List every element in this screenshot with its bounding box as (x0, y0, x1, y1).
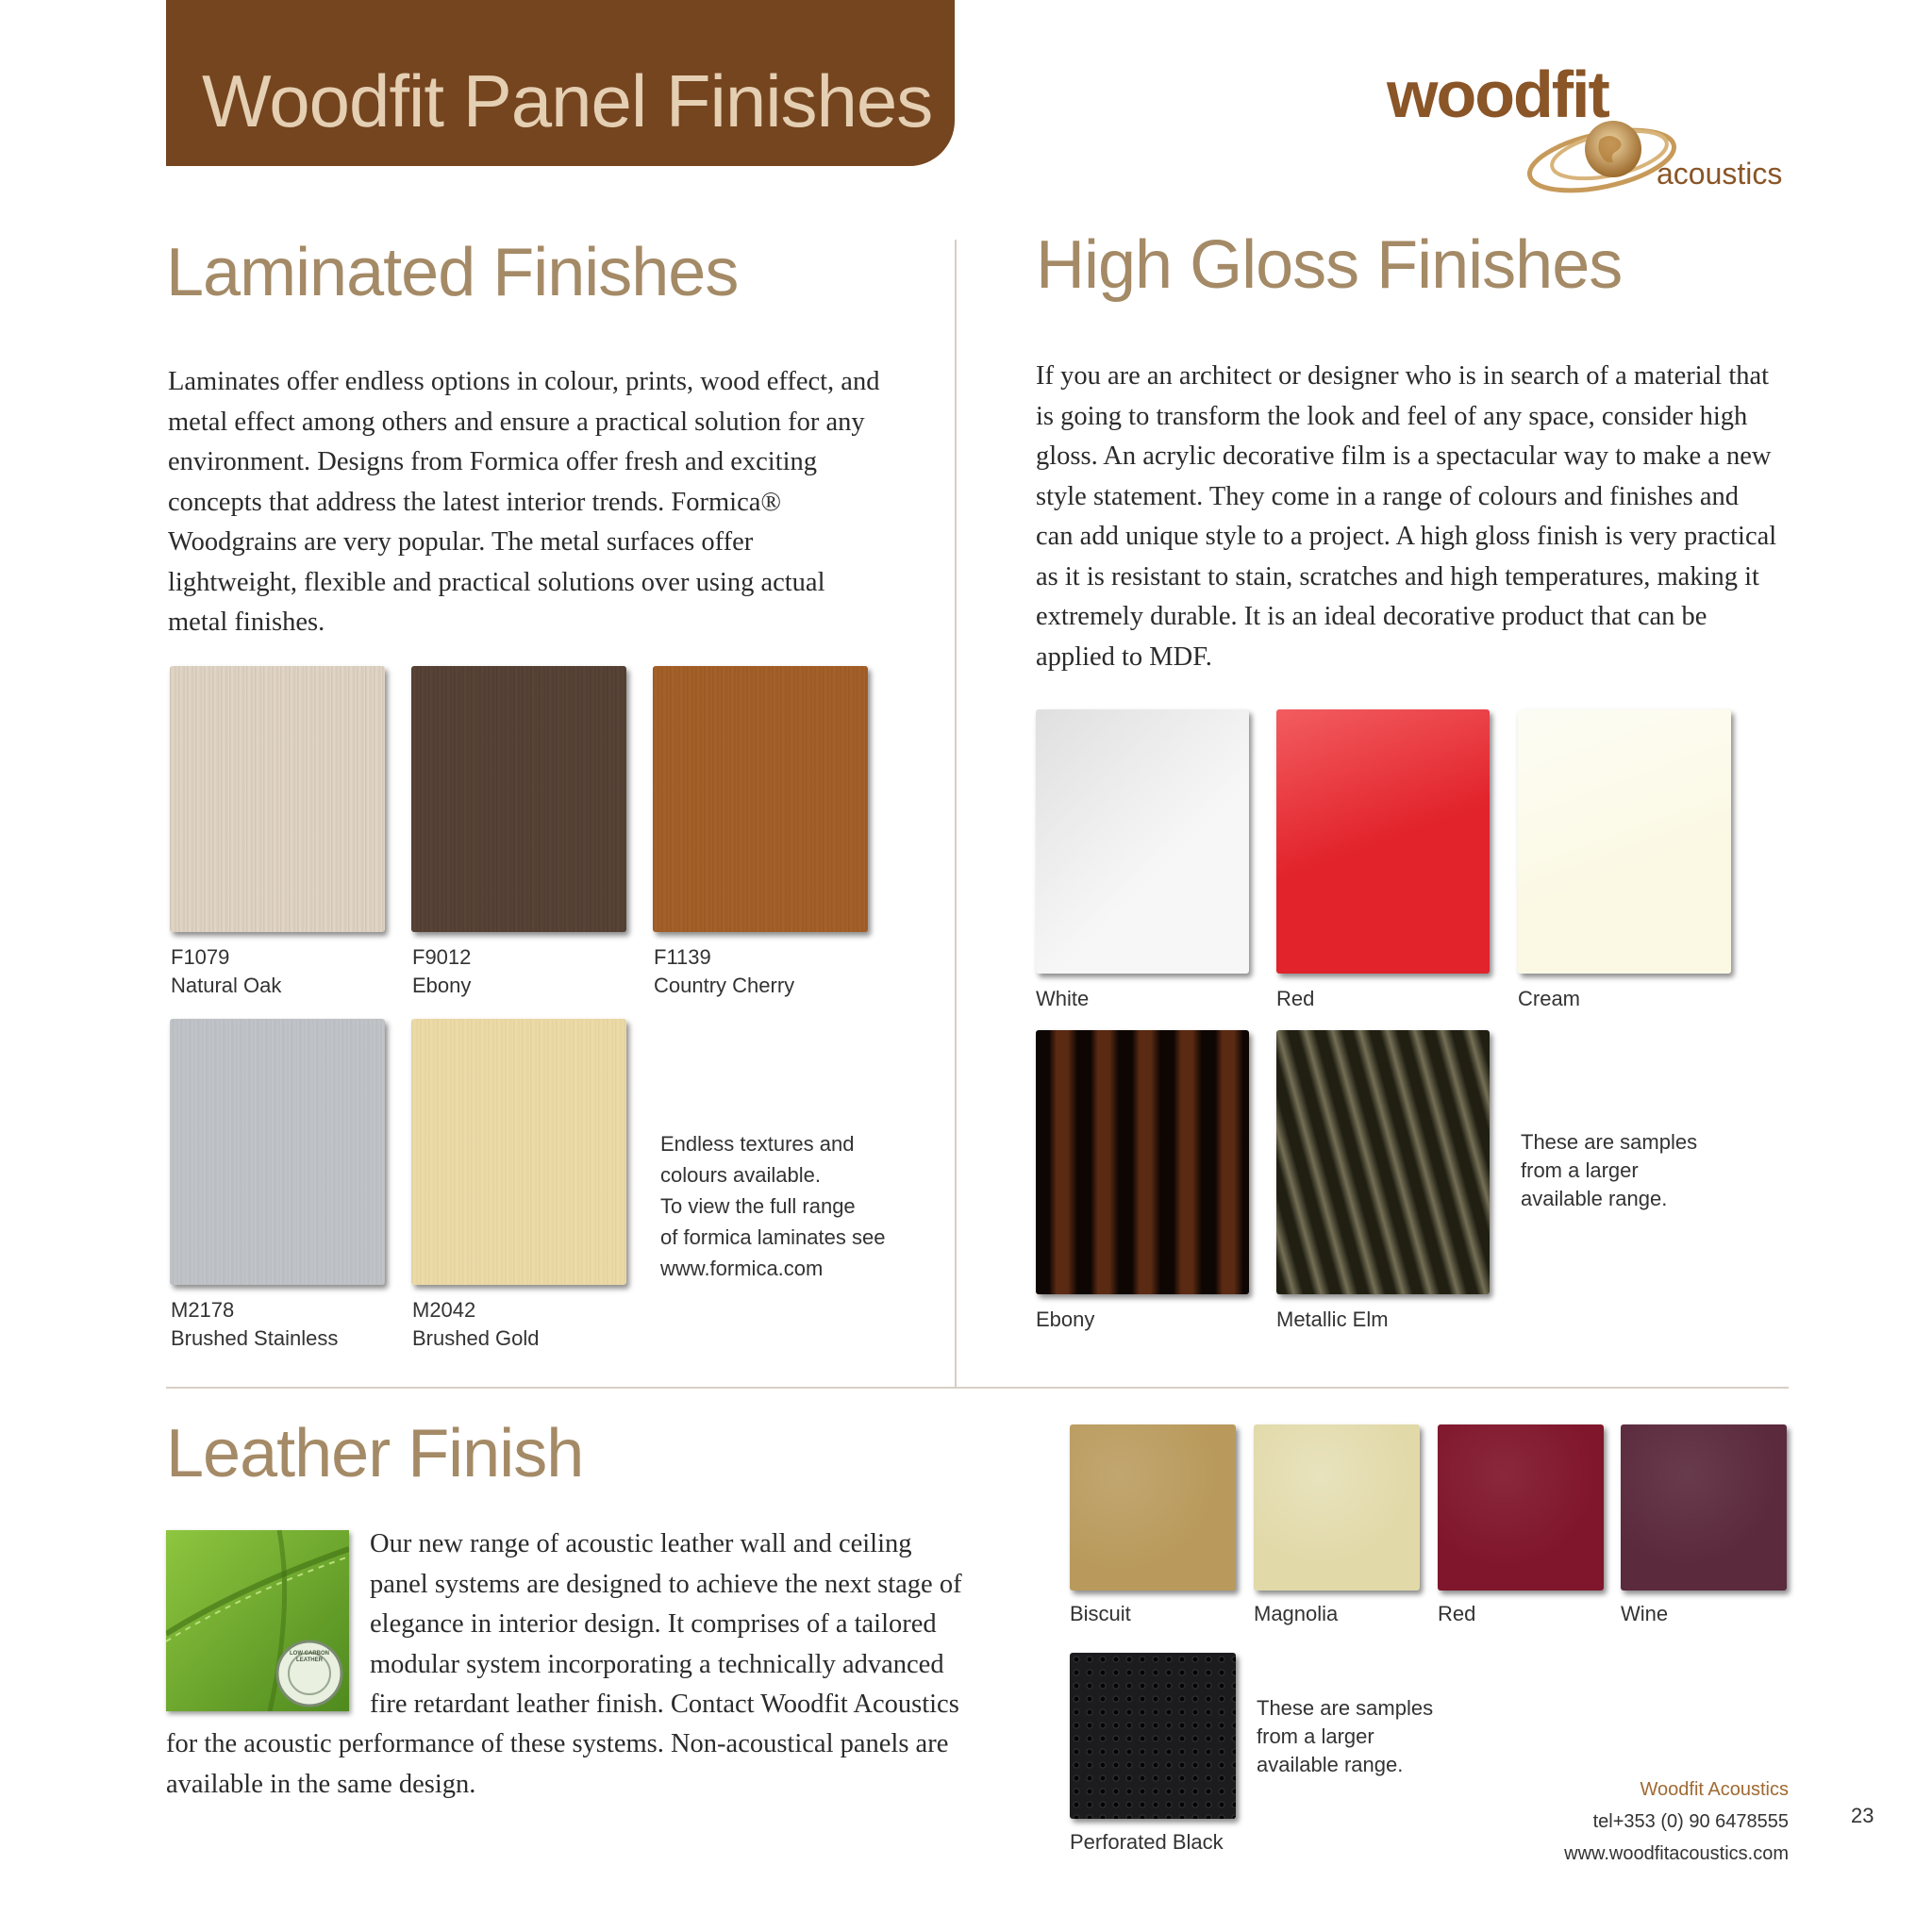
laminated-note: Endless textures and colours available. To view the full range of formica laminates see www.formica.com (660, 1128, 885, 1284)
swatch-white-gloss (1036, 709, 1249, 974)
swatch-caption: Perforated Black (1070, 1830, 1224, 1854)
swatch-metallic-elm (1276, 1030, 1490, 1294)
formica-link[interactable]: www.formica.com (660, 1257, 824, 1280)
swatch-wine (1621, 1424, 1787, 1591)
column-divider (955, 240, 957, 1387)
swatch-caption: Biscuit (1070, 1602, 1131, 1625)
swatch-ebony-gloss (1036, 1030, 1249, 1294)
leather-note: These are samples from a larger available range. (1257, 1696, 1434, 1776)
section-divider (166, 1387, 1789, 1389)
woodfit-logo (1387, 57, 1802, 208)
footer-website[interactable]: www.woodfitacoustics.com (1564, 1843, 1789, 1864)
swatch-biscuit (1070, 1424, 1236, 1591)
gloss-note: These are samples from a larger available range. (1521, 1130, 1698, 1210)
swatch-caption: Wine (1621, 1602, 1669, 1625)
swatch-caption: Red (1438, 1602, 1476, 1625)
leather-description-full: for the acoustic performance of these systems. Non-acoustical panels are available in the same design. (166, 1729, 949, 1799)
footer-contact (1415, 1774, 1789, 1870)
footer-company: Woodfit Acoustics (1640, 1779, 1789, 1800)
footer-phone: tel+353 (0) 90 6478555 (1592, 1811, 1789, 1832)
swatch-caption: Magnolia (1254, 1602, 1339, 1625)
swatch-caption: Red (1276, 987, 1315, 1010)
laminated-description: Laminates offer endless options in colour, prints, wood effect, and metal effect among others and ensure a practical solution for any environment. Designs from Formica offer fresh and exciting concepts that address the latest interior trends. Formica® Woodgrains are very popular. The metal surfaces offer lightweight, flexible and practical solutions over using actual metal finishes. (168, 367, 880, 637)
swatch-caption: Metallic Elm (1276, 1307, 1389, 1331)
swatch-caption: Cream (1518, 987, 1581, 1010)
logo-wordmark: woodfit (1387, 58, 1608, 131)
leather-heading: Leather Finish (166, 1416, 584, 1491)
swatch-country-cherry (653, 666, 868, 932)
low-carbon-badge: LOW CARBON LEATHER (290, 1651, 329, 1663)
swatch-caption: F1079 Natural Oak (171, 945, 282, 997)
swatch-cream-gloss (1518, 709, 1731, 974)
swatch-magnolia (1254, 1424, 1420, 1591)
swatch-brushed-gold (411, 1019, 626, 1285)
swatch-ebony-laminate (411, 666, 626, 932)
swatch-red-gloss (1276, 709, 1490, 974)
swatch-perforated-black (1070, 1653, 1236, 1819)
swatch-caption: Ebony (1036, 1307, 1095, 1331)
leather-description-wrap: Our new range of acoustic leather wall and ceiling panel systems are designed to achieve the next stage of elegance in interior design. It comprises of a tailored modular system incorporating a technically advanced fire retardant leather finish. Contact Woodfit Acoustics (370, 1529, 962, 1719)
logo-subtitle: acoustics (1657, 157, 1783, 191)
swatch-brushed-stainless (170, 1019, 385, 1285)
page-number: 23 (1851, 1804, 1874, 1827)
swatch-natural-oak (170, 666, 385, 932)
swatch-caption: M2042 Brushed Gold (412, 1298, 540, 1350)
laminated-heading: Laminated Finishes (166, 235, 739, 310)
gloss-description: If you are an architect or designer who is in search of a material that is going to transform the look and feel of any space, consider high gloss. An acrylic decorative film is a spectacular way to make a new style statement. They come in a range of colours and finishes and can add unique style to a project. A high gloss finish is very practical as it is resistant to stain, scratches and high temperatures, making it extremely durable. It is an ideal decorative product that can be applied to MDF. (1036, 361, 1777, 672)
page-title: Woodfit Panel Finishes (202, 59, 933, 142)
swatch-caption: F9012 Ebony (412, 945, 472, 997)
leather-sample-image (166, 1530, 349, 1711)
green-leather-icon (166, 1530, 349, 1711)
swatch-caption: F1139 Country Cherry (654, 945, 795, 997)
swatch-caption: M2178 Brushed Stainless (171, 1298, 339, 1350)
swatch-red-leather (1438, 1424, 1604, 1591)
gloss-heading: High Gloss Finishes (1036, 227, 1623, 303)
swatch-caption: White (1036, 987, 1090, 1010)
